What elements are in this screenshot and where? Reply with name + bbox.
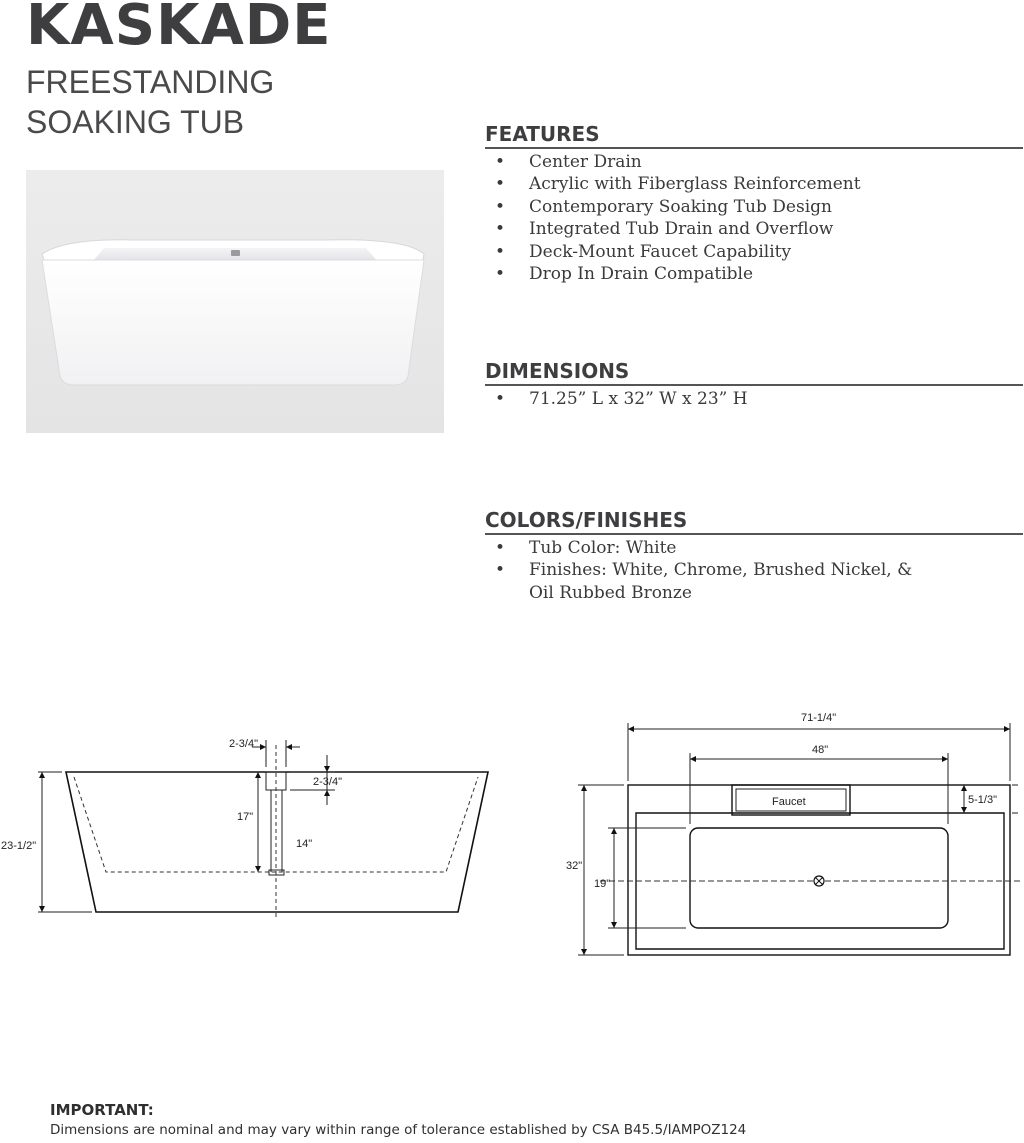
list-item: • Tub Color: White — [485, 537, 1023, 559]
list-item: • Deck-Mount Faucet Capability — [485, 241, 1023, 263]
colors-list — [485, 537, 1023, 604]
dim-depth-17: 17" — [237, 811, 254, 823]
brand-title: KASKADE — [26, 0, 332, 58]
dim-deck-width: 5-1/3" — [968, 794, 997, 806]
faucet-label: Faucet — [772, 796, 806, 808]
dim-length: 71-1/4" — [801, 712, 837, 724]
list-item: • Drop In Drain Compatible — [485, 263, 1023, 285]
list-item: • Acrylic with Fiberglass Reinforcement — [485, 173, 1023, 195]
colors-heading: COLORS/FINISHES — [485, 507, 1023, 535]
tub-illustration — [26, 170, 444, 433]
product-subtitle — [26, 62, 274, 142]
dim-inner-width: 19" — [594, 878, 611, 890]
dim-height: 23-1/2" — [1, 840, 37, 852]
drain-icon — [231, 250, 240, 256]
features-heading: FEATURES — [485, 121, 1023, 149]
dimensions-section — [485, 358, 1023, 410]
list-item: • 71.25” L x 32” W x 23” H — [485, 388, 1023, 410]
dim-width: 32" — [566, 860, 583, 872]
list-item: • Finishes: White, Chrome, Brushed Nickel, & Oil Rubbed Bronze — [485, 559, 925, 604]
dimensions-heading: DIMENSIONS — [485, 358, 1023, 386]
important-heading: IMPORTANT: — [50, 1101, 154, 1119]
product-photo — [26, 170, 444, 433]
dim-inner-length: 48" — [812, 744, 829, 756]
disclaimer-text: Dimensions are nominal and may vary within range of tolerance established by CSA B45.5/IAMPOZ124 — [50, 1122, 747, 1138]
features-section — [485, 121, 1023, 285]
dim-overflow-drop: 2-3/4" — [313, 776, 342, 788]
side-elevation-drawing — [0, 725, 500, 925]
features-list — [485, 151, 1023, 285]
colors-section — [485, 507, 1023, 604]
dimensions-list — [485, 388, 1023, 410]
top-plan-drawing — [560, 705, 1024, 965]
list-item: • Contemporary Soaking Tub Design — [485, 196, 1023, 218]
list-item: • Center Drain — [485, 151, 1023, 173]
dim-overflow-offset: 2-3/4" — [229, 738, 258, 750]
dim-depth-14: 14" — [296, 838, 313, 850]
subtitle-line-2: SOAKING TUB — [26, 104, 245, 140]
list-item: • Integrated Tub Drain and Overflow — [485, 218, 1023, 240]
subtitle-line-1: FREESTANDING — [26, 64, 275, 100]
